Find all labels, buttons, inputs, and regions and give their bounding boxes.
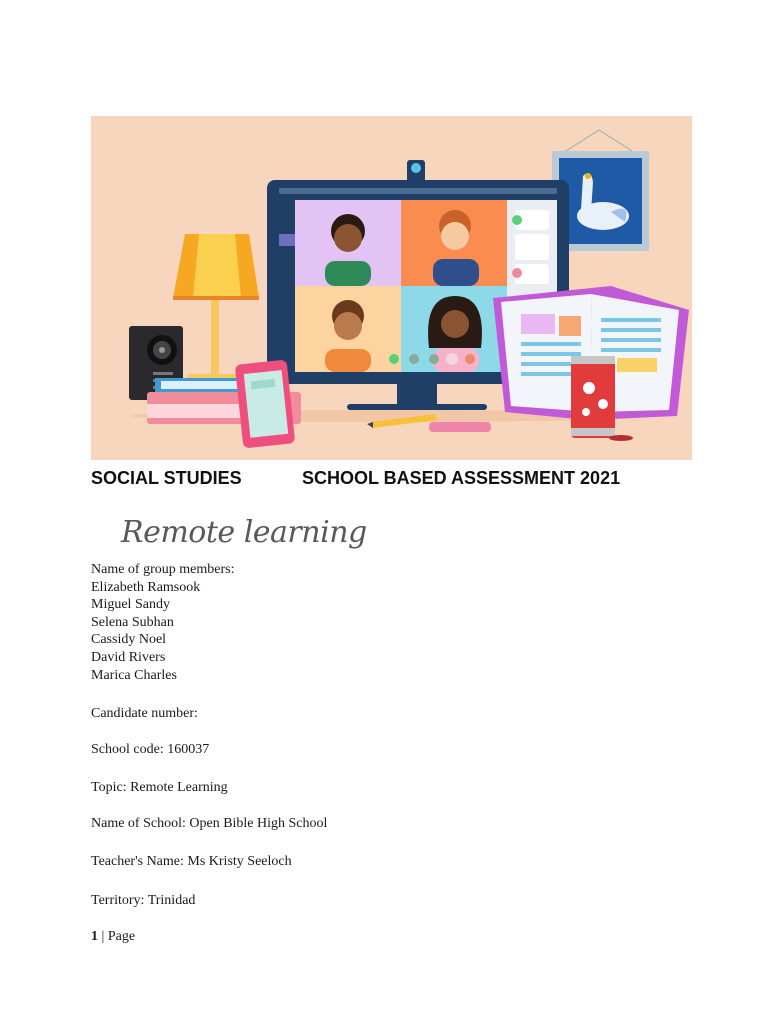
school-code-field: School code: 160037 [91,742,210,757]
territory-field: Territory: Trinidad [91,893,196,908]
video-call-illustration [91,116,692,460]
teacher-name-field: Teacher's Name: Ms Kristy Seeloch [91,854,292,869]
member-name: Selena Subhan [91,614,174,630]
footer-separator: | [98,929,108,944]
school-name-field: Name of School: Open Bible High School [91,816,328,831]
member-name: Marica Charles [91,667,177,683]
member-name: Cassidy Noel [91,632,167,648]
subject-heading: SOCIAL STUDIES [91,468,242,488]
group-members-section [91,561,234,684]
member-name: Miguel Sandy [91,597,170,613]
tablet-icon [235,360,295,449]
assessment-heading-text: SCHOOL BASED ASSESSMENT 2021 [302,468,621,488]
document-title: Remote learning [121,515,367,550]
candidate-number-field: Candidate number: [91,706,198,721]
group-members-label: Name of group members: [91,562,235,577]
page-number: 1 [91,929,98,944]
assessment-heading [91,468,691,494]
page-footer [91,929,135,945]
member-name: David Rivers [91,649,166,665]
member-name: Elizabeth Ramsook [91,579,201,595]
page-label: Page [107,929,136,944]
topic-field: Topic: Remote Learning [91,780,228,795]
